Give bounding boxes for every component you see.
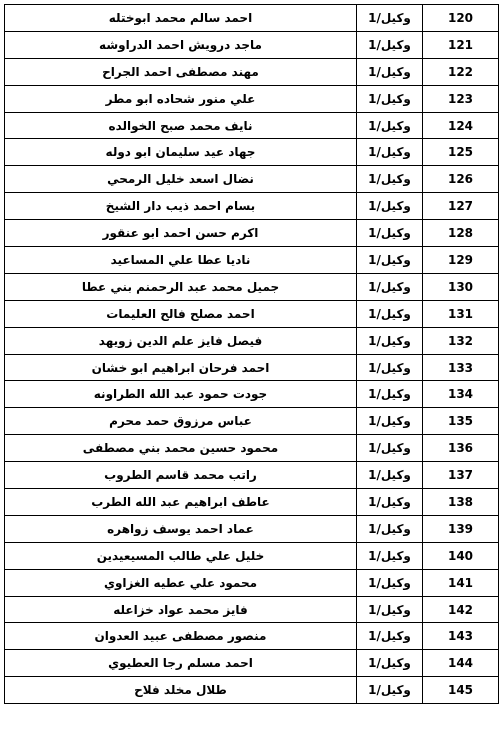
name-cell: اكرم حسن احمد ابو عنقور: [5, 220, 357, 247]
name-cell: جهاد عيد سليمان ابو دوله: [5, 139, 357, 166]
number-cell: 124: [423, 112, 499, 139]
table-row: [5, 273, 499, 300]
rank-cell: وكيل/1: [357, 569, 423, 596]
rank-cell: وكيل/1: [357, 193, 423, 220]
number-cell: 123: [423, 85, 499, 112]
rank-cell: وكيل/1: [357, 408, 423, 435]
rank-cell: وكيل/1: [357, 247, 423, 274]
rank-cell: وكيل/1: [357, 596, 423, 623]
name-cell: راتب محمد قاسم الطروب: [5, 462, 357, 489]
table-row: [5, 354, 499, 381]
number-cell: 136: [423, 435, 499, 462]
rank-cell: وكيل/1: [357, 31, 423, 58]
table-row: [5, 85, 499, 112]
roster-table-body: [5, 5, 499, 704]
rank-cell: وكيل/1: [357, 489, 423, 516]
name-cell: محمود حسين محمد بني مصطفى: [5, 435, 357, 462]
number-cell: 139: [423, 515, 499, 542]
name-cell: ماجد درويش احمد الدراوشه: [5, 31, 357, 58]
name-cell: بسام احمد ذيب دار الشيخ: [5, 193, 357, 220]
name-cell: فايز محمد عواد خزاعله: [5, 596, 357, 623]
table-row: [5, 381, 499, 408]
name-cell: فيصل فايز علم الدين زويهد: [5, 327, 357, 354]
name-cell: منصور مصطفى عبيد العدوان: [5, 623, 357, 650]
table-row: [5, 596, 499, 623]
number-cell: 120: [423, 5, 499, 32]
rank-cell: وكيل/1: [357, 354, 423, 381]
number-cell: 122: [423, 58, 499, 85]
rank-cell: وكيل/1: [357, 220, 423, 247]
name-cell: نضال اسعد خليل الرمحي: [5, 166, 357, 193]
table-row: [5, 489, 499, 516]
name-cell: طلال مخلد فلاح: [5, 677, 357, 704]
rank-cell: وكيل/1: [357, 139, 423, 166]
table-row: [5, 193, 499, 220]
name-cell: عماد احمد يوسف زواهره: [5, 515, 357, 542]
rank-cell: وكيل/1: [357, 435, 423, 462]
table-row: [5, 623, 499, 650]
name-cell: خليل علي طالب المسيعيدين: [5, 542, 357, 569]
number-cell: 128: [423, 220, 499, 247]
number-cell: 140: [423, 542, 499, 569]
number-cell: 133: [423, 354, 499, 381]
number-cell: 135: [423, 408, 499, 435]
number-cell: 131: [423, 300, 499, 327]
number-cell: 134: [423, 381, 499, 408]
rank-cell: وكيل/1: [357, 462, 423, 489]
table-row: [5, 408, 499, 435]
number-cell: 141: [423, 569, 499, 596]
rank-cell: وكيل/1: [357, 5, 423, 32]
name-cell: جميل محمد عبد الرحمنم بني عطا: [5, 273, 357, 300]
rank-cell: وكيل/1: [357, 166, 423, 193]
rank-cell: وكيل/1: [357, 381, 423, 408]
rank-cell: وكيل/1: [357, 85, 423, 112]
rank-cell: وكيل/1: [357, 677, 423, 704]
table-row: [5, 435, 499, 462]
number-cell: 144: [423, 650, 499, 677]
table-row: [5, 139, 499, 166]
table-row: [5, 166, 499, 193]
number-cell: 143: [423, 623, 499, 650]
name-cell: احمد سالم محمد ابوختله: [5, 5, 357, 32]
number-cell: 125: [423, 139, 499, 166]
name-cell: محمود علي عطيه الغزاوي: [5, 569, 357, 596]
table-row: [5, 112, 499, 139]
number-cell: 145: [423, 677, 499, 704]
table-row: [5, 31, 499, 58]
table-row: [5, 677, 499, 704]
number-cell: 121: [423, 31, 499, 58]
number-cell: 126: [423, 166, 499, 193]
rank-cell: وكيل/1: [357, 623, 423, 650]
name-cell: نايف محمد صبح الخوالده: [5, 112, 357, 139]
number-cell: 138: [423, 489, 499, 516]
name-cell: مهند مصطفى احمد الجراح: [5, 58, 357, 85]
number-cell: 127: [423, 193, 499, 220]
table-row: [5, 650, 499, 677]
name-cell: جودت حمود عبد الله الطراونه: [5, 381, 357, 408]
table-row: [5, 462, 499, 489]
table-row: [5, 220, 499, 247]
name-cell: علي منور شحاده ابو مطر: [5, 85, 357, 112]
rank-cell: وكيل/1: [357, 650, 423, 677]
table-row: [5, 58, 499, 85]
table-row: [5, 542, 499, 569]
number-cell: 129: [423, 247, 499, 274]
rank-cell: وكيل/1: [357, 273, 423, 300]
name-cell: احمد مصلح فالح العليمات: [5, 300, 357, 327]
rank-cell: وكيل/1: [357, 327, 423, 354]
rank-cell: وكيل/1: [357, 112, 423, 139]
number-cell: 130: [423, 273, 499, 300]
table-row: [5, 247, 499, 274]
number-cell: 137: [423, 462, 499, 489]
table-row: [5, 5, 499, 32]
name-cell: عباس مرزوق حمد محرم: [5, 408, 357, 435]
rank-cell: وكيل/1: [357, 58, 423, 85]
roster-table: [4, 4, 499, 704]
rank-cell: وكيل/1: [357, 542, 423, 569]
number-cell: 142: [423, 596, 499, 623]
table-row: [5, 569, 499, 596]
table-row: [5, 300, 499, 327]
table-row: [5, 327, 499, 354]
table-row: [5, 515, 499, 542]
name-cell: ناديا عطا علي المساعيد: [5, 247, 357, 274]
name-cell: احمد فرحان ابراهيم ابو خشان: [5, 354, 357, 381]
rank-cell: وكيل/1: [357, 515, 423, 542]
name-cell: عاطف ابراهيم عبد الله الطرب: [5, 489, 357, 516]
number-cell: 132: [423, 327, 499, 354]
name-cell: احمد مسلم رجا العطيوي: [5, 650, 357, 677]
rank-cell: وكيل/1: [357, 300, 423, 327]
